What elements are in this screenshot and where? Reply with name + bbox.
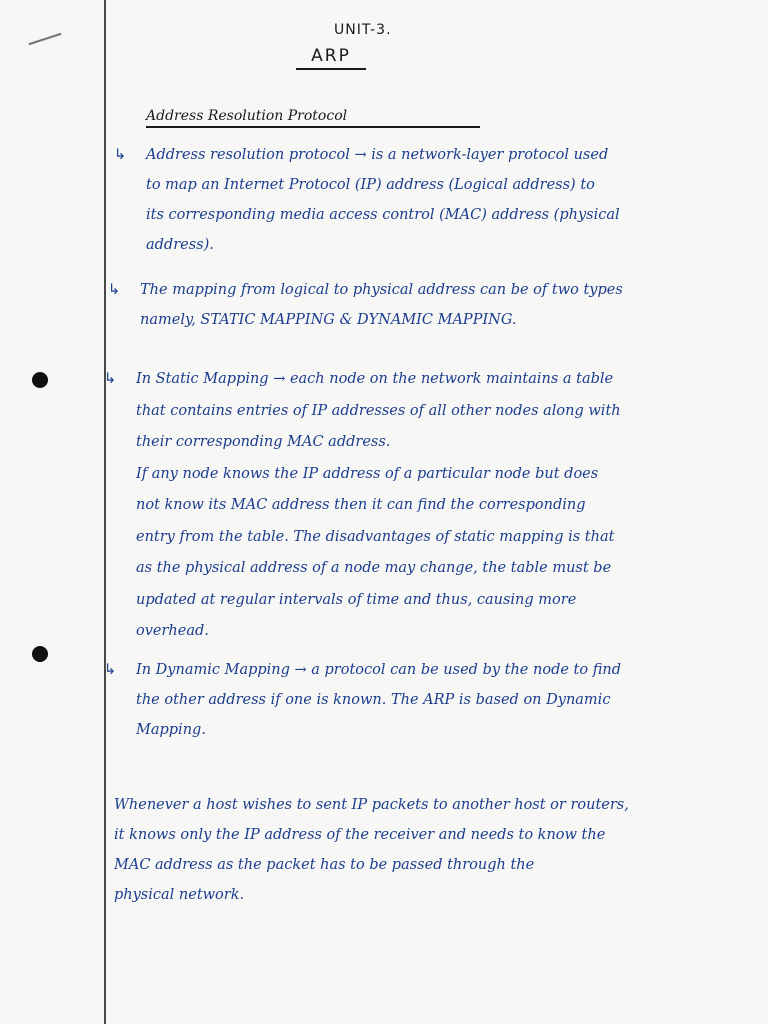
text-line: to map an Internet Protocol (IP) address (Logical address) to <box>146 177 595 193</box>
bullet-arrow-icon: ↳ <box>104 371 117 387</box>
binder-hole <box>32 372 48 388</box>
text-line: entry from the table. The disadvantages of static mapping is that <box>136 528 615 545</box>
text-line: address). <box>146 237 214 253</box>
text-line: The mapping from logical to physical address can be of two types <box>140 282 623 298</box>
text-line: In Dynamic Mapping → a protocol can be used by the node to find <box>136 662 621 678</box>
bullet-arrow-icon: ↳ <box>104 662 117 678</box>
text-line: its corresponding media access control (MAC) address (physical <box>146 207 620 223</box>
paragraph-host-packets <box>114 790 714 910</box>
text-line: updated at regular intervals of time and thus, causing more <box>136 591 577 608</box>
text-line: their corresponding MAC address. <box>136 434 391 450</box>
text-line: If any node knows the IP address of a particular node but does <box>136 465 599 482</box>
paragraph-mapping-types <box>108 275 706 335</box>
text-line: namely, STATIC MAPPING & DYNAMIC MAPPING. <box>140 312 517 328</box>
pencil-mark <box>29 33 62 45</box>
binder-hole <box>32 646 48 662</box>
text-line: Address resolution protocol → is a network-layer protocol used <box>146 147 609 163</box>
section-subtitle: Address Resolution Protocol <box>146 108 480 128</box>
paragraph-static-mapping <box>104 364 710 648</box>
paragraph-definition <box>114 140 706 260</box>
text-line: MAC address as the packet has to be passed through the <box>114 857 535 873</box>
bullet-arrow-icon: ↳ <box>108 282 121 298</box>
bullet-arrow-icon: ↳ <box>114 147 127 163</box>
paragraph-dynamic-mapping <box>104 655 710 745</box>
unit-heading: UNIT-3. <box>334 22 392 38</box>
page-title: ARP <box>296 46 366 70</box>
text-line: physical network. <box>114 887 245 903</box>
margin-line <box>104 0 106 1024</box>
text-line: that contains entries of IP addresses of all other nodes along with <box>136 402 621 419</box>
text-line: it knows only the IP address of the receiver and needs to know the <box>114 827 606 843</box>
text-line: the other address if one is known. The ARP is based on Dynamic <box>136 692 611 708</box>
text-line: Mapping. <box>136 722 206 738</box>
text-line: In Static Mapping → each node on the network maintains a table <box>136 371 614 387</box>
text-line: not know its MAC address then it can find the corresponding <box>136 497 586 513</box>
text-line: overhead. <box>136 623 209 639</box>
text-line: Whenever a host wishes to sent IP packets to another host or routers, <box>114 797 629 813</box>
text-line: as the physical address of a node may change, the table must be <box>136 560 612 576</box>
